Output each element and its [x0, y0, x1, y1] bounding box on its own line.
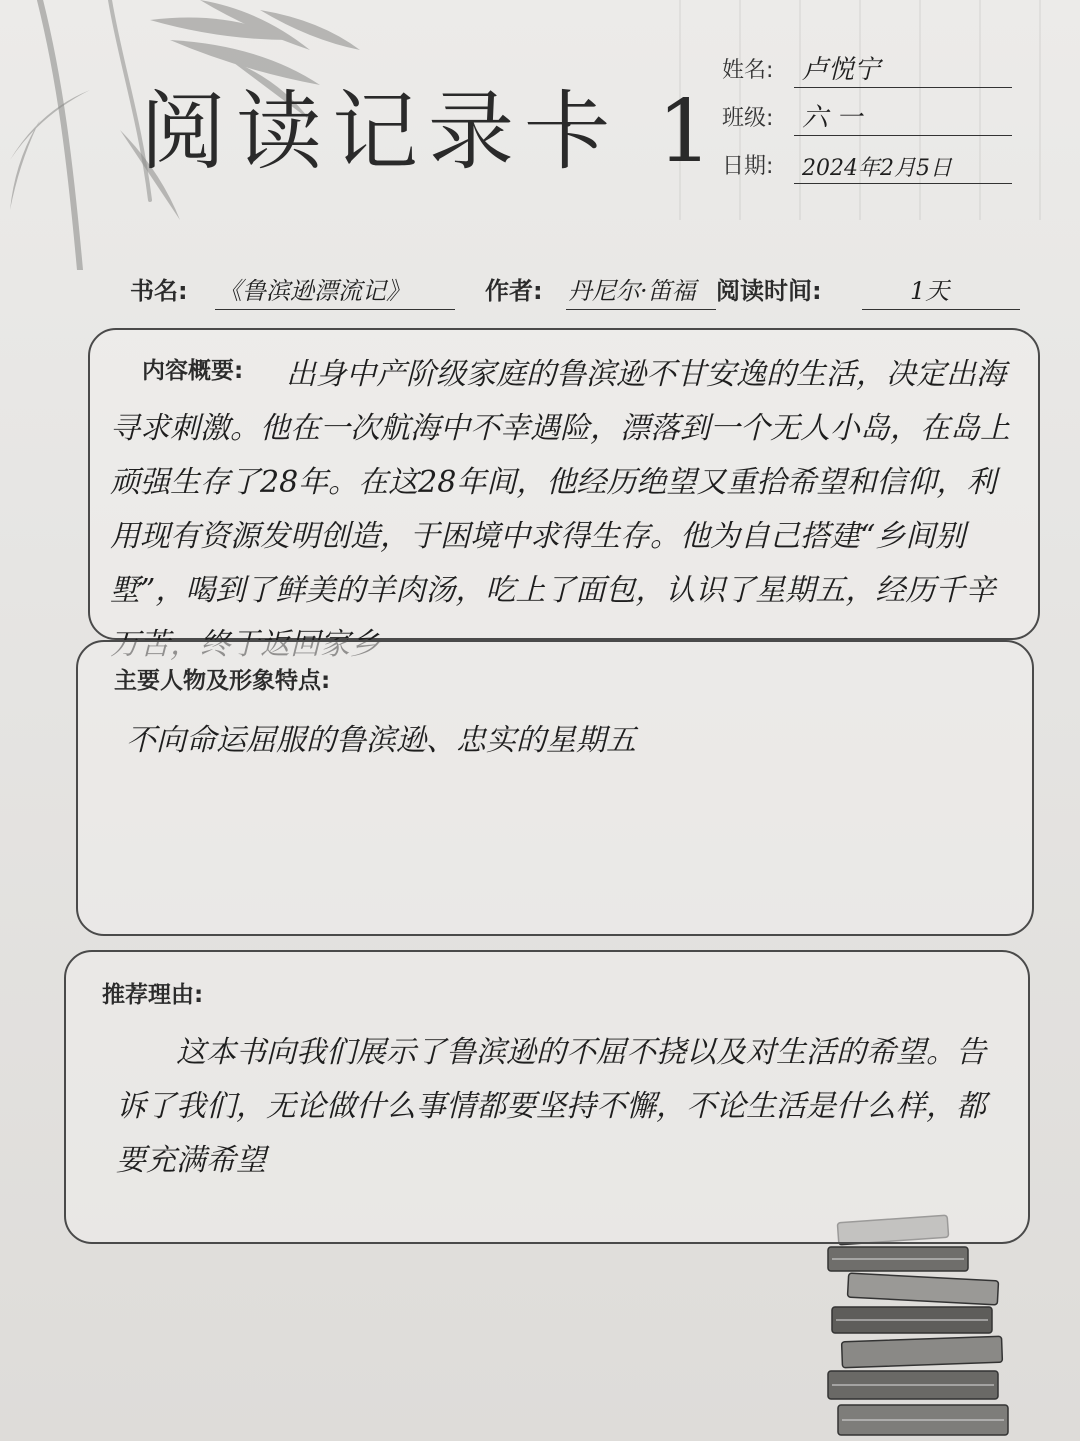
characters-box: [76, 640, 1034, 936]
recommendation-text: 这本书向我们展示了鲁滨逊的不屈不挠以及对生活的希望。告诉了我们，无论做什么事情都要坚持不懈，不论生活是什么样，都要充满希望: [116, 1035, 986, 1178]
characters-text: 不向命运屈服的鲁滨逊、忠实的星期五: [126, 723, 636, 758]
characters-label: 主要人物及形象特点:: [114, 668, 331, 694]
card-title: 阅读记录卡 1: [140, 82, 723, 182]
class-underline: [794, 135, 1012, 136]
summary-text: 出身中产阶级家庭的鲁滨逊不甘安逸的生活，决定出海寻求刺激。他在一次航海中不幸遇险，漂落到一个无人小岛，在岛上顽强生存了28年。在这28年间，他经历绝望又重拾希望和信仰，利用现有资源发明创造，于困境中求得生存。他为自己搭建“乡间别墅”，喝到了鲜美的羊肉汤，吃上了面包，认识了星期五，经历千辛: [110, 357, 1010, 608]
date-underline: [794, 183, 1012, 184]
class-row: [722, 100, 1012, 140]
name-underline: [794, 87, 1012, 88]
class-label: 班级:: [722, 106, 774, 131]
reading-time-underline: [862, 309, 1020, 310]
name-row: [722, 52, 1012, 92]
book-title-value: 《鲁滨逊漂流记》: [218, 277, 410, 305]
summary-label: 内容概要:: [142, 358, 244, 384]
author-label: 作者:: [485, 277, 543, 305]
name-value: 卢悦宁: [802, 55, 881, 85]
author-value: 丹尼尔·笛福: [568, 277, 696, 305]
summary-box: [88, 328, 1040, 640]
reading-time-label: 阅读时间:: [716, 277, 822, 305]
class-value: 六 一: [802, 103, 863, 133]
recommendation-box: [64, 950, 1030, 1244]
book-info-row: [130, 268, 1020, 318]
name-label: 姓名:: [722, 58, 774, 83]
date-row: [722, 148, 1012, 188]
date-label: 日期:: [722, 154, 774, 179]
recommendation-label: 推荐理由:: [102, 982, 204, 1008]
book-title-underline: [215, 309, 455, 310]
author-underline: [566, 309, 716, 310]
date-value: 2024年2月5日: [802, 156, 952, 181]
reading-time-value: 1天: [910, 277, 950, 305]
book-title-label: 书名:: [130, 277, 188, 305]
